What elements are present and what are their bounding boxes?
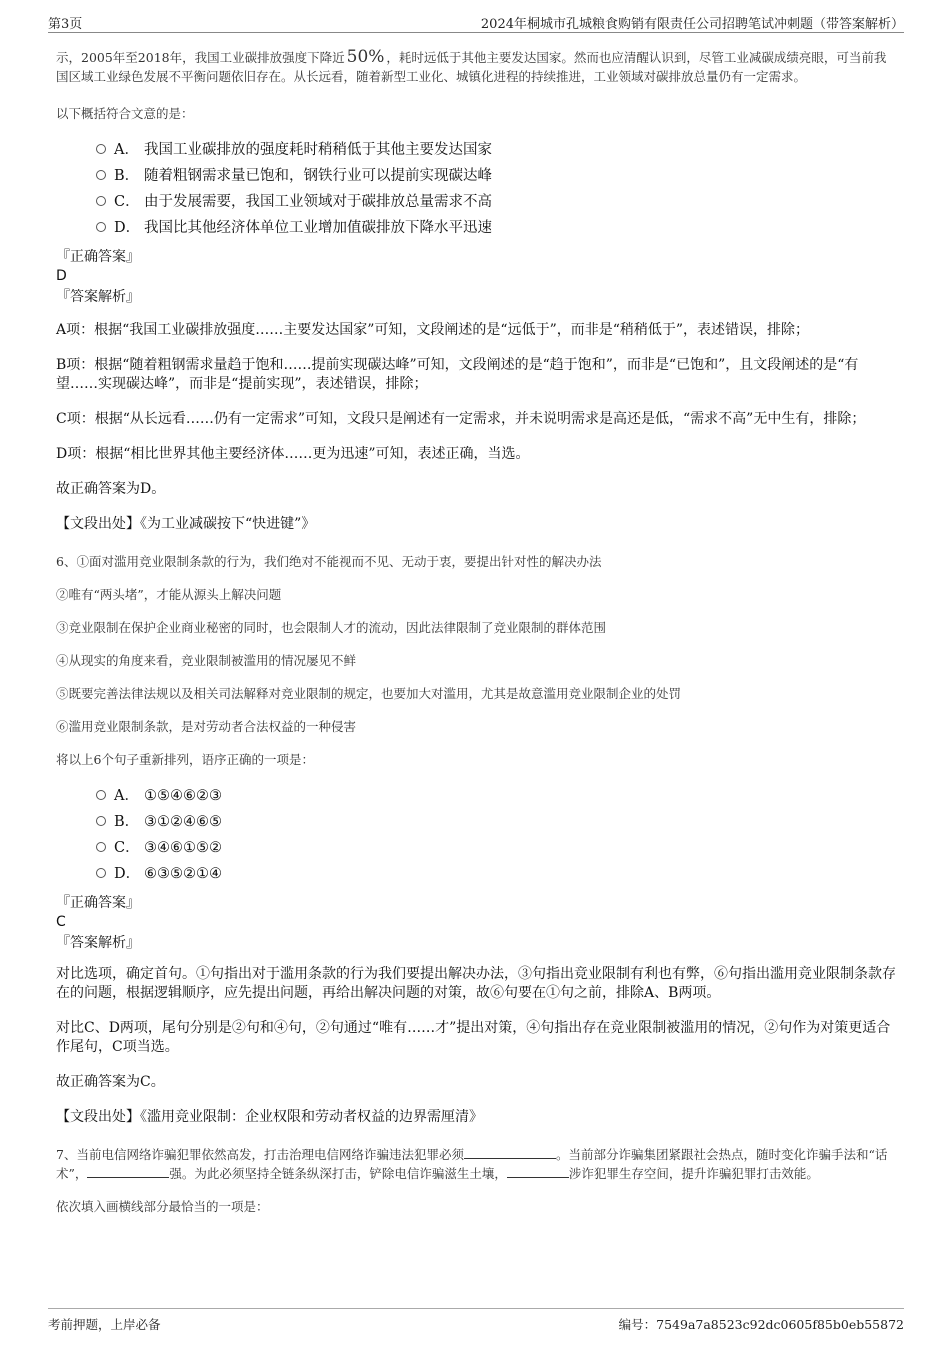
q6-sentence-1: 6、①面对滥用竞业限制条款的行为，我们绝对不能视而不见、无动于衷，要提出针对性的解决办法 xyxy=(56,554,602,569)
page-footer xyxy=(48,1308,904,1335)
option-text: ①⑤④⑥②③ xyxy=(144,788,222,804)
q5-source: 【文段出处】《为工业减碳按下“快进键”》 xyxy=(56,516,316,532)
document-title: 2024年桐城市孔城粮食购销有限责任公司招聘笔试冲刺题（带答案解析） xyxy=(480,17,904,32)
q5-answer: D xyxy=(56,268,67,284)
q6-sentence-2: ②唯有“两头堵”，才能从源头上解决问题 xyxy=(56,587,282,602)
q5-analysis-c: C项：根据“从长远看……仍有一定需求”可知，文段只是阐述有一定需求，并未说明需求是高还是低，“需求不高”无中生有，排除； xyxy=(56,411,866,427)
q6-answer: C xyxy=(56,914,66,930)
q5-options xyxy=(96,137,896,241)
radio-icon[interactable] xyxy=(96,842,106,852)
radio-icon[interactable] xyxy=(96,790,106,800)
q5-option-b[interactable] xyxy=(96,163,896,189)
q6-sentence-5: ⑤既要完善法律法规以及相关司法解释对竞业限制的规定，也要加大对滥用，尤其是故意滥用竞业限制企业的处罚 xyxy=(56,686,682,701)
q5-passage-part-a: 示，2005年至2018年，我国工业碳排放强度下降近 xyxy=(56,50,345,65)
option-letter: A． xyxy=(114,788,139,804)
q7-stem xyxy=(56,1145,896,1183)
option-text: 由于发展需要，我国工业领域对于碳排放总量需求不高 xyxy=(144,194,492,210)
q7-text-b: 。当前部分诈骗集团紧跟社会热点，随时变化诈骗手法和“话术”， xyxy=(56,1147,888,1181)
option-letter: B． xyxy=(114,814,140,830)
q6-options xyxy=(96,783,896,887)
option-text: ③④⑥①⑤② xyxy=(144,840,222,856)
q5-analysis-d: D项：根据“相比世界其他主要经济体……更为迅速”可知，表述正确，当选。 xyxy=(56,446,530,462)
q6-answer-label: 『正确答案』 xyxy=(56,895,140,911)
page-header xyxy=(48,10,904,33)
q5-passage-percent: 50% xyxy=(346,47,385,67)
option-letter: D． xyxy=(114,866,141,882)
option-text: 我国工业碳排放的强度耗时稍稍低于其他主要发达国家 xyxy=(144,142,492,158)
page-content xyxy=(56,48,896,1216)
q7-prompt: 依次填入画横线部分最恰当的一项是： xyxy=(56,1199,269,1214)
radio-icon[interactable] xyxy=(96,144,106,154)
option-text: 随着粗钢需求量已饱和，钢铁行业可以提前实现碳达峰 xyxy=(144,168,492,184)
q6-analysis-1: 对比选项，确定首句。①句指出对于滥用条款的行为我们要提出解决办法，③句指出竞业限制有利也有弊，⑥句指出滥用竞业限制条款存在的问题，根据逻辑顺序，应先提出问题，再给出解决问题的对策，故⑥句要在①句之前，排除A、B两项。 xyxy=(56,966,896,1001)
option-letter: C． xyxy=(114,840,140,856)
radio-icon[interactable] xyxy=(96,816,106,826)
option-text: 我国比其他经济体单位工业增加值碳排放下降水平迅速 xyxy=(144,220,492,236)
option-letter: C． xyxy=(114,194,140,210)
q5-option-a[interactable] xyxy=(96,137,896,163)
q5-answer-label: 『正确答案』 xyxy=(56,249,140,265)
q5-conclusion: 故正确答案为D。 xyxy=(56,481,166,497)
radio-icon[interactable] xyxy=(96,868,106,878)
q5-analysis-label: 『答案解析』 xyxy=(56,289,140,305)
q6-analysis-label: 『答案解析』 xyxy=(56,935,140,951)
radio-icon[interactable] xyxy=(96,222,106,232)
option-letter: A． xyxy=(114,142,139,158)
q6-analysis-2: 对比C、D两项，尾句分别是②句和④句，②句通过“唯有……才”提出对策，④句指出存在竞业限制被滥用的情况，②句作为对策更适合作尾句，C项当选。 xyxy=(56,1020,891,1055)
q6-option-b[interactable] xyxy=(96,809,896,835)
option-text: ⑥③⑤②①④ xyxy=(144,866,222,882)
q6-prompt: 将以上6个句子重新排列，语序正确的一项是： xyxy=(56,752,314,767)
q5-passage-part-b: ，耗时远低于其他主要发达国家。然而也应清醒认识到，尽管工业减碳成绩亮眼，可当前我国区域工业绿色发展不平衡问题依旧存在。从长远看，随着新型工业化、城镇化进程的持续推进，工业领域对碳排放总量仍有一定需求。 xyxy=(56,50,887,84)
q5-option-c[interactable] xyxy=(96,189,896,215)
option-text: ③①②④⑥⑤ xyxy=(144,814,222,830)
q6-option-d[interactable] xyxy=(96,861,896,887)
footer-slogan: 考前押题，上岸必备 xyxy=(48,1317,161,1332)
q5-passage xyxy=(56,48,896,86)
radio-icon[interactable] xyxy=(96,196,106,206)
q6-sentence-6: ⑥滥用竞业限制条款，是对劳动者合法权益的一种侵害 xyxy=(56,719,357,734)
q6-option-c[interactable] xyxy=(96,835,896,861)
q6-conclusion: 故正确答案为C。 xyxy=(56,1074,165,1090)
radio-icon[interactable] xyxy=(96,170,106,180)
q7-blank-2 xyxy=(87,1165,169,1178)
page-number: 第3页 xyxy=(48,17,83,32)
q5-prompt: 以下概括符合文意的是： xyxy=(56,106,194,121)
q7-text-d: 涉诈犯罪生存空间，提升诈骗犯罪打击效能。 xyxy=(568,1166,819,1181)
q6-source: 【文段出处】《滥用竞业限制：企业权限和劳动者权益的边界需厘清》 xyxy=(56,1109,483,1125)
q5-option-d[interactable] xyxy=(96,215,896,241)
q5-analysis-a: A项：根据“我国工业碳排放强度……主要发达国家”可知，文段阐述的是“远低于”，而非是“稍稍低于”，表述错误，排除； xyxy=(56,322,810,338)
q5-analysis-b: B项：根据“随着粗钢需求量趋于饱和……提前实现碳达峰”可知，文段阐述的是“趋于饱和”，而非是“已饱和”，且文段阐述的是“有望……实现碳达峰”，而非是“提前实现”，表述错误，排除； xyxy=(56,357,859,392)
q7-text-a: 7、当前电信网络诈骗犯罪依然高发，打击治理电信网络诈骗违法犯罪必须 xyxy=(56,1147,464,1162)
q7-blank-1 xyxy=(464,1146,556,1159)
q6-option-a[interactable] xyxy=(96,783,896,809)
footer-doc-id: 编号：7549a7a8523c92dc0605f85b0eb55872 xyxy=(618,1317,904,1332)
option-letter: B． xyxy=(114,168,140,184)
q7-text-c: 强。为此必须坚持全链条纵深打击，铲除电信诈骗滋生土壤， xyxy=(169,1166,507,1181)
q6-sentence-3: ③竞业限制在保护企业商业秘密的同时，也会限制人才的流动，因此法律限制了竞业限制的群体范围 xyxy=(56,620,607,635)
q6-sentence-4: ④从现实的角度来看，竞业限制被滥用的情况屡见不鲜 xyxy=(56,653,357,668)
option-letter: D． xyxy=(114,220,141,236)
q7-blank-3 xyxy=(507,1165,569,1178)
